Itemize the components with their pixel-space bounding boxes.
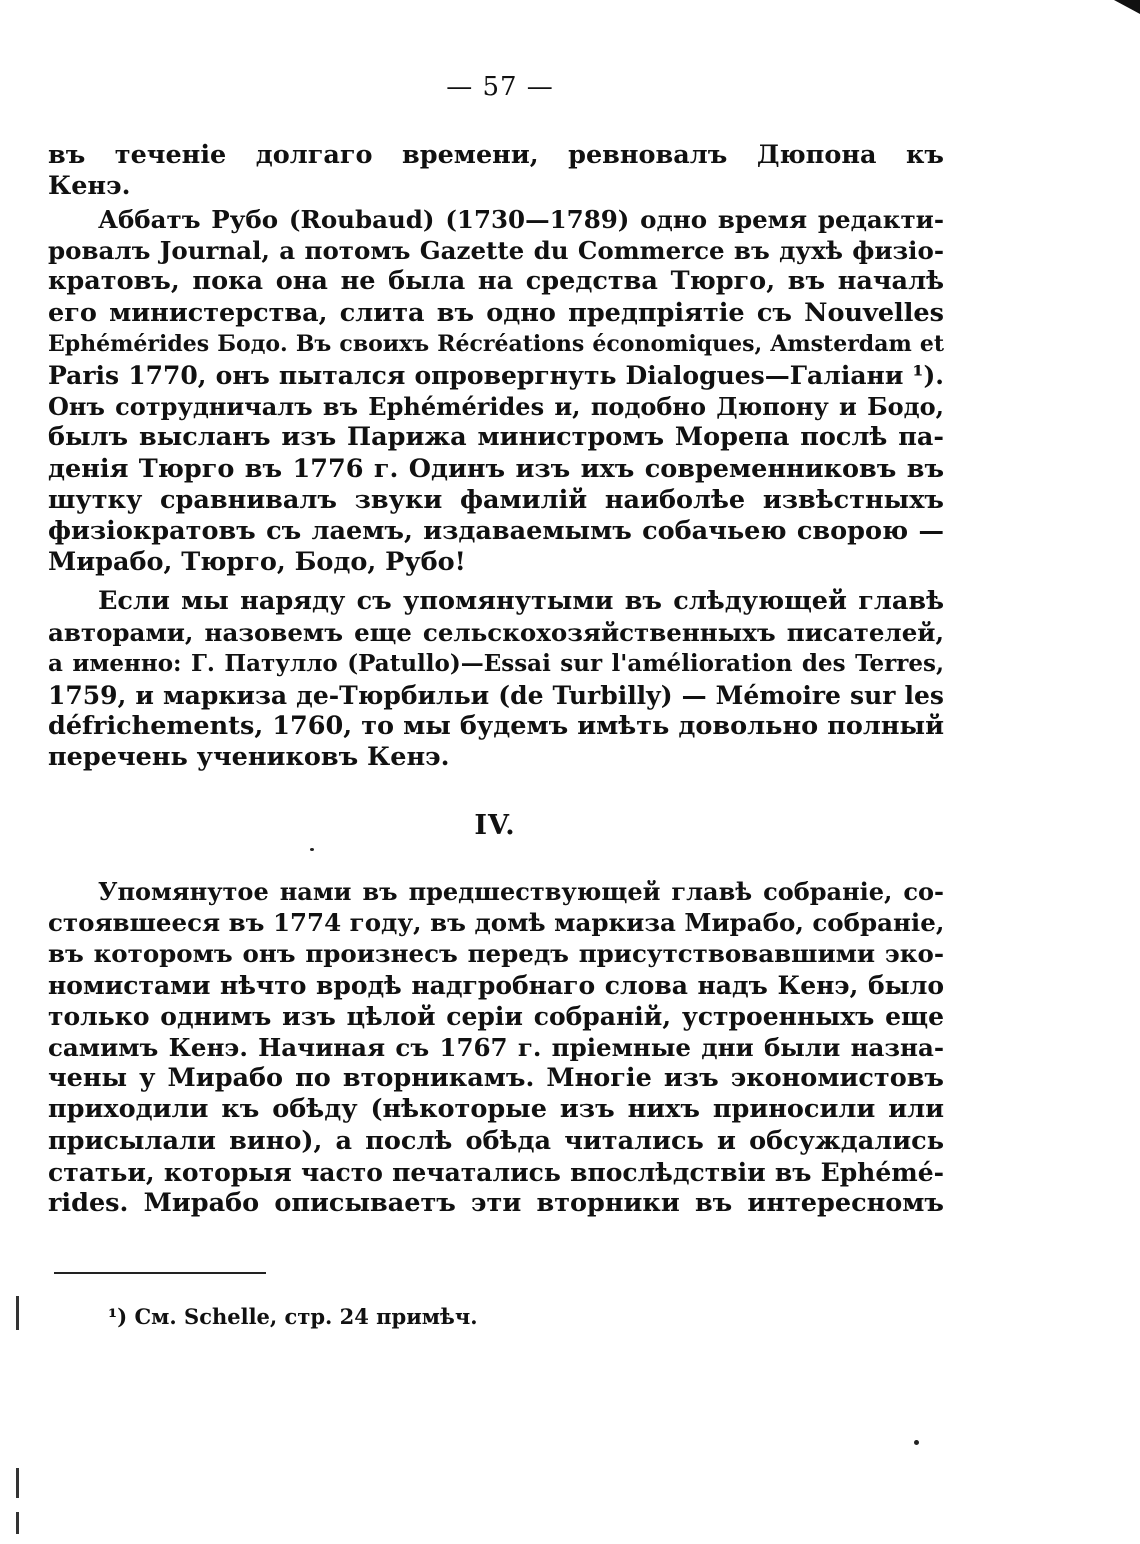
text-line: въ которомъ онъ произнесъ передъ присутствовавшими эко- xyxy=(48,939,944,969)
text-line: Упомянутое нами въ предшествующей главѣ собраніе, со- xyxy=(98,877,944,906)
text-line: перечень учениковъ Кенэ. xyxy=(48,741,450,772)
text-line: 1759, и маркиза де-Тюрбильи (de Turbilly) — Mémoire sur les xyxy=(48,680,944,710)
scan-speck xyxy=(310,848,314,851)
text-line: только однимъ изъ цѣлой серіи собраній, устроенныхъ еще xyxy=(48,1001,944,1031)
text-line: Ephémérides Бодо. Въ своихъ Récréations économiques, Amsterdam et xyxy=(48,330,944,357)
text-line: rides. Мирабо описываетъ эти вторники въ интересномъ xyxy=(48,1187,944,1218)
text-line: самимъ Кенэ. Начиная съ 1767 г. пріемные дни были назна- xyxy=(48,1032,944,1062)
text-line: Мирабо, Тюрго, Бодо, Рубо! xyxy=(48,547,466,578)
text-line: défrichements, 1760, то мы будемъ имѣть довольно полный xyxy=(48,710,944,741)
footnote-divider xyxy=(54,1272,266,1274)
text-line: приходили къ обѣду (нѣкоторые изъ нихъ приносили или xyxy=(48,1094,944,1125)
scan-speck xyxy=(914,1440,919,1445)
text-line: шутку сравнивалъ звуки фамилій наиболѣе извѣстныхъ xyxy=(48,484,944,515)
text-line: Кенэ. xyxy=(48,171,131,202)
scan-margin-mark xyxy=(16,1512,19,1534)
text-line: Аббатъ Рубо (Roubaud) (1730—1789) одно время редакти- xyxy=(98,205,944,234)
text-line: въ теченіе долгаго времени, ревновалъ Дюпона къ xyxy=(48,140,944,170)
text-line: Если мы наряду съ упомянутыми въ слѣдующей главѣ xyxy=(98,586,944,616)
text-line: денія Тюрго въ 1776 г. Одинъ изъ ихъ современниковъ въ xyxy=(48,453,944,484)
paragraph-other-authors xyxy=(48,586,944,773)
scan-margin-mark xyxy=(16,1296,19,1330)
text-line: статьи, которыя часто печатались впослѣдствіи въ Ephémé- xyxy=(48,1157,944,1187)
paragraph-section-four xyxy=(48,876,944,1219)
text-line: присылали вино), а послѣ обѣда читались и обсуждались xyxy=(48,1125,944,1156)
paragraph-roubaud xyxy=(48,204,944,578)
text-line: авторами, назовемъ еще сельскохозяйственныхъ писателей, xyxy=(48,618,944,648)
section-heading: IV. xyxy=(474,810,516,841)
scan-corner-mark xyxy=(1114,0,1140,14)
text-line: Paris 1770, онъ пытался опровергнуть Dialogues—Галіани ¹). xyxy=(48,360,944,390)
text-line: а именно: Г. Патулло (Patullo)—Essai sur l'amélioration des Terres, xyxy=(48,650,944,678)
scan-margin-mark xyxy=(16,1468,19,1498)
text-line: стоявшееся въ 1774 году, въ домѣ маркиза Мирабо, собраніе, xyxy=(48,908,945,938)
text-line: его министерства, слита въ одно предпріятіе съ Nouvelles xyxy=(48,297,944,328)
text-line: номистами нѣчто вродѣ надгробнаго слова надъ Кенэ, было xyxy=(48,970,944,1000)
page-number: — 57 — xyxy=(446,72,554,102)
text-line: чены у Мирабо по вторникамъ. Многіе изъ экономистовъ xyxy=(48,1063,944,1094)
text-line: былъ высланъ изъ Парижа министромъ Морепа послѣ па- xyxy=(48,422,944,453)
text-line: ровалъ Journal, а потомъ Gazette du Commerce въ духѣ физіо- xyxy=(48,236,944,266)
text-line: физіократовъ съ лаемъ, издаваемымъ собачьею сворою — xyxy=(48,515,944,546)
footnote: ¹) См. Schelle, стр. 24 примѣч. xyxy=(108,1304,478,1329)
text-line: кратовъ, пока она не была на средства Тюрго, въ началѣ xyxy=(48,266,944,297)
text-line: Онъ сотрудничалъ въ Ephémérides и, подобно Дюпону и Бодо, xyxy=(48,392,944,422)
paragraph-continuation xyxy=(48,140,944,202)
